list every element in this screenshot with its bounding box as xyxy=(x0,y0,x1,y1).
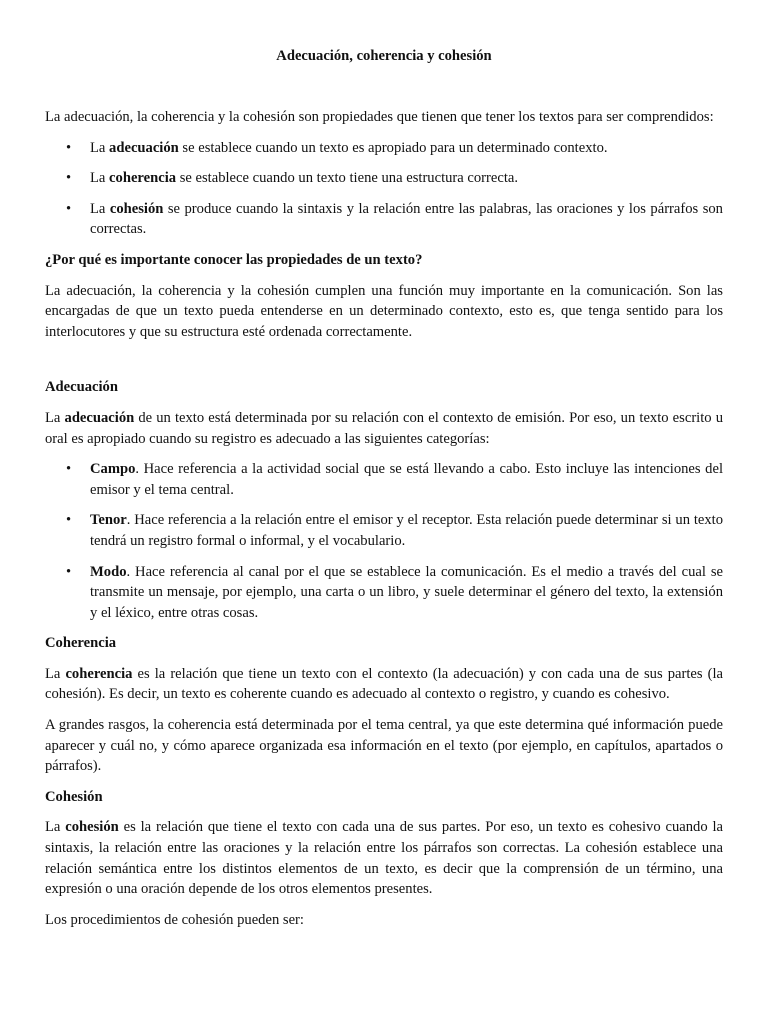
paragraph-prefix: La xyxy=(45,665,66,682)
paragraph-text: es la relación que tiene el texto con cada una de sus partes. Por eso, un texto es cohesivo cuando la sintaxis, la relación entre las oraciones y la relación entre los párrafos son correctas. La cohesión establece una relación semántica entre los distintos elementos de un texto, es decir que la comprensión de un término, una expresión o una oración depende de los otros elementos presentes. xyxy=(45,819,723,898)
paragraph-term: cohesión xyxy=(65,819,119,836)
paragraph-term: adecuación xyxy=(64,409,135,426)
cohesion-heading: Cohesión xyxy=(45,788,103,805)
item-term: coherencia xyxy=(109,170,177,187)
item-term: Modo xyxy=(90,563,127,580)
list-item xyxy=(66,199,723,240)
item-text: se establece cuando un texto es apropiado para un determinado contexto. xyxy=(178,139,608,156)
item-text: . Hace referencia al canal por el que se establece la comunicación. Es el medio a través del cual se transmite un mensaje, por ejemplo, una carta o un libro, y suele determinar el género del texto, la extensión y el léxico, entre otras cosas. xyxy=(90,563,723,621)
bullet-icon: • xyxy=(66,461,72,478)
item-text: se produce cuando la sintaxis y la relación entre las palabras, las oraciones y los párrafos son correctas. xyxy=(90,200,723,238)
item-term: Tenor xyxy=(90,512,127,529)
coherencia-heading: Coherencia xyxy=(45,635,117,652)
intro-paragraph: La adecuación, la coherencia y la cohesión son propiedades que tienen que tener los textos para ser comprendidos: xyxy=(45,109,714,125)
paragraph-prefix: La xyxy=(45,819,66,836)
properties-list xyxy=(45,138,723,240)
adecuacion-paragraph xyxy=(45,408,723,449)
item-prefix: La xyxy=(90,200,110,217)
paragraph-term: coherencia xyxy=(65,665,133,682)
item-prefix: La xyxy=(90,170,110,187)
list-item xyxy=(66,510,723,551)
adecuacion-categories-list xyxy=(45,459,723,623)
bullet-icon: • xyxy=(66,170,72,187)
bullet-icon: • xyxy=(66,563,72,580)
item-text: . Hace referencia a la relación entre el emisor y el receptor. Esta relación puede determinar si un texto tendrá un registro formal o informal, y el vocabulario. xyxy=(90,512,723,549)
bullet-icon: • xyxy=(66,139,72,156)
bullet-icon: • xyxy=(66,512,72,529)
item-text: se establece cuando un texto tiene una estructura correcta. xyxy=(176,170,519,187)
paragraph-text: de un texto está determinada por su relación con el contexto de emisión. Por eso, un texto escrito u oral es apropiado cuando su registro es adecuado a las siguientes categorías: xyxy=(45,409,723,447)
item-prefix: La xyxy=(90,139,110,156)
item-text: . Hace referencia a la actividad social que se está llevando a cabo. Esto incluye las intenciones del emisor y el tema central. xyxy=(90,461,723,498)
paragraph-prefix: La xyxy=(45,409,65,426)
list-item xyxy=(66,562,723,624)
coherencia-paragraph-1 xyxy=(45,664,723,705)
item-term: adecuación xyxy=(109,139,179,156)
importance-heading: ¿Por qué es importante conocer las propiedades de un texto? xyxy=(45,251,423,268)
cohesion-paragraph-1 xyxy=(45,817,723,899)
item-term: cohesión xyxy=(109,200,164,217)
coherencia-paragraph-2: A grandes rasgos, la coherencia está determinada por el tema central, ya que este determina qué información puede aparecer y cuál no, y cómo aparece organizada esa información en el texto (por ejemplo, en capítulos, apartados o párrafos). xyxy=(45,717,723,775)
adecuacion-heading: Adecuación xyxy=(45,379,118,396)
list-item xyxy=(66,459,723,500)
item-term: Campo xyxy=(90,461,136,478)
paragraph-text: es la relación que tiene un texto con el contexto (la adecuación) y con cada una de sus partes (la cohesión). Es decir, un texto es coherente cuando es adecuado al contexto o registro, y cuando es cohesivo. xyxy=(45,665,723,703)
cohesion-paragraph-2: Los procedimientos de cohesión pueden ser: xyxy=(45,911,304,928)
page-title: Adecuación, coherencia y cohesión xyxy=(276,48,492,64)
list-item xyxy=(66,168,723,189)
list-item xyxy=(66,138,723,159)
bullet-icon: • xyxy=(66,200,72,217)
importance-paragraph: La adecuación, la coherencia y la cohesión cumplen una función muy importante en la comunicación. Son las encargadas de que un texto pueda entenderse en un determinado contexto, esto es, que tenga sentido para los interlocutores y que su estructura esté ordenada correctamente. xyxy=(45,282,723,340)
